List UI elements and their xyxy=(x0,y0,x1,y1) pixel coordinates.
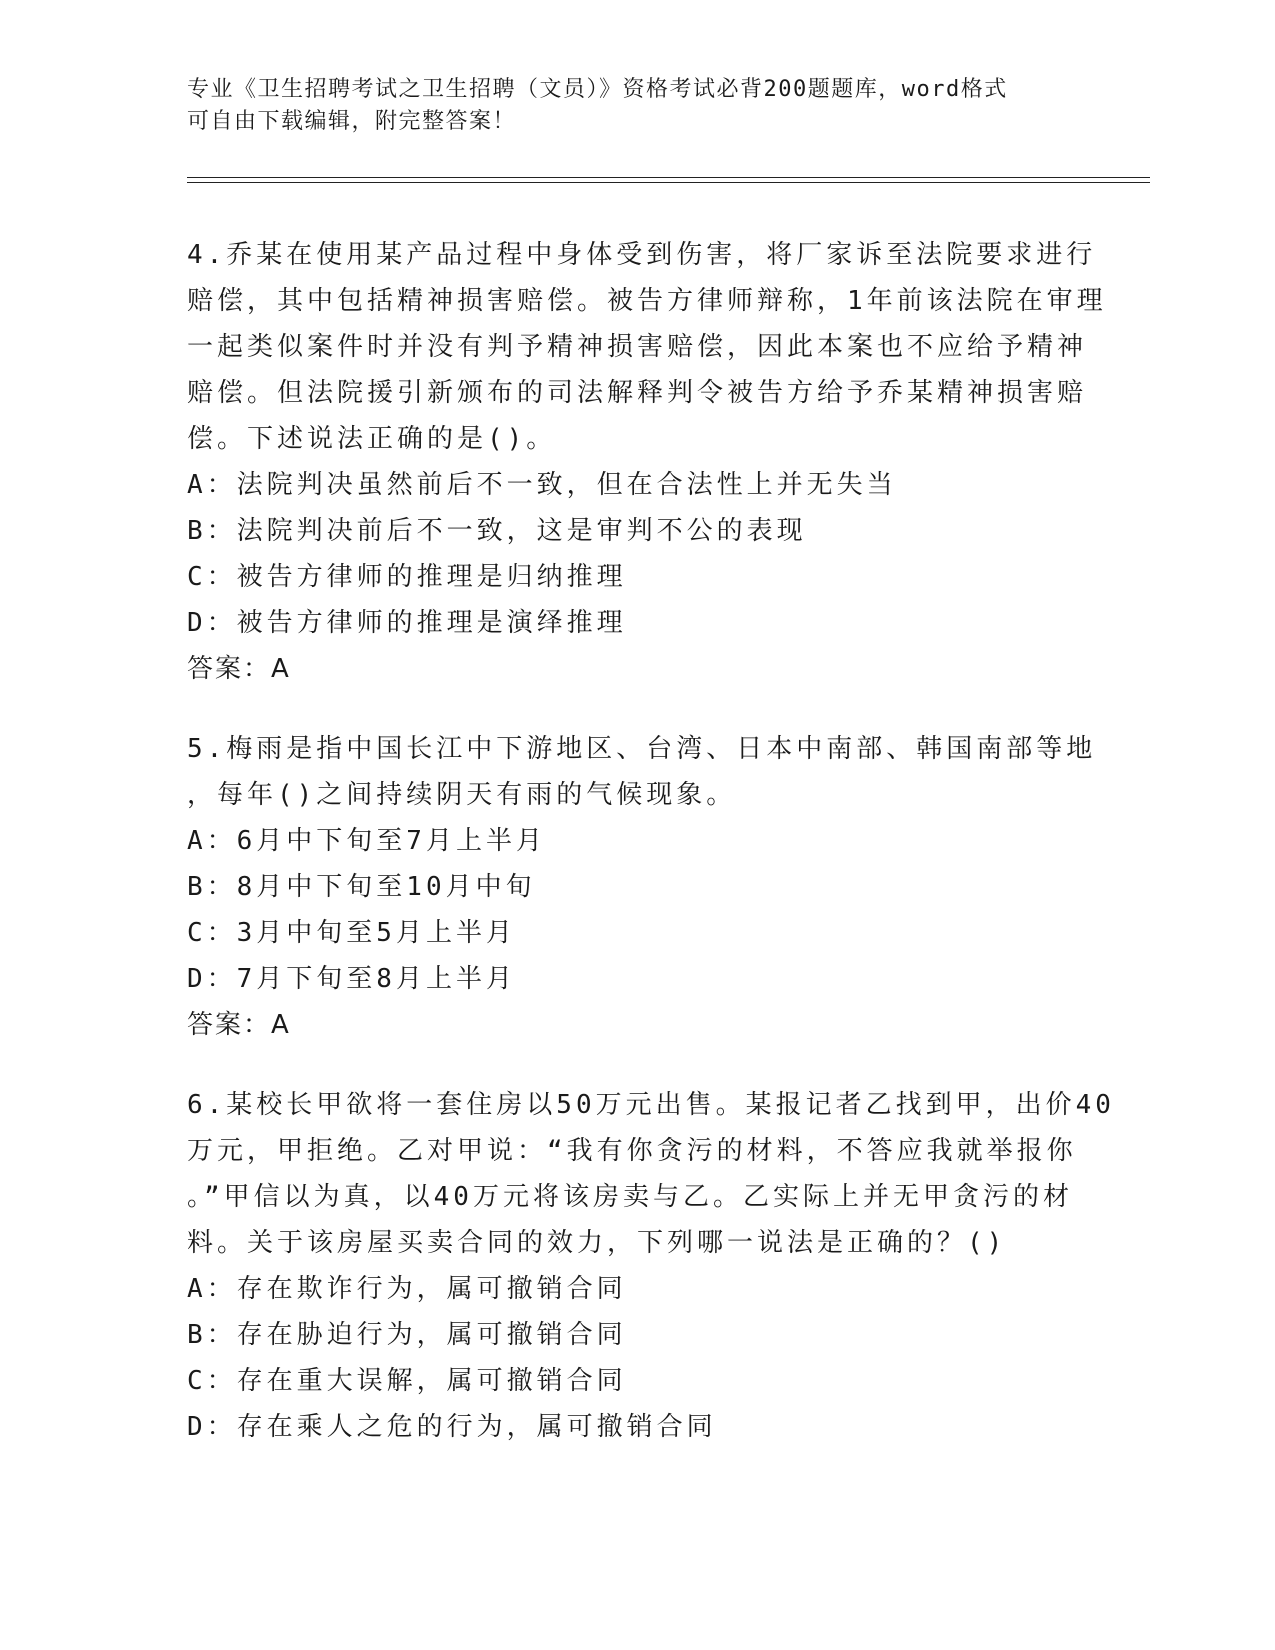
option-c: C：存在重大误解，属可撤销合同 xyxy=(187,1366,627,1396)
option-b: B：存在胁迫行为，属可撤销合同 xyxy=(187,1320,627,1350)
option-a: A：存在欺诈行为，属可撤销合同 xyxy=(187,1274,627,1304)
question-text-line: 赔偿。但法院援引新颁布的司法解释判令被告方给予乔某精神损害赔 xyxy=(187,378,1088,408)
question-text-line: 5.梅雨是指中国长江中下游地区、台湾、日本中南部、韩国南部等地 xyxy=(187,734,1097,764)
header-divider-top xyxy=(187,177,1150,178)
option-b: B：8月中下旬至10月中旬 xyxy=(187,872,536,902)
option-d: D：7月下旬至8月上半月 xyxy=(187,964,516,994)
question-text-line: ，每年()之间持续阴天有雨的气候现象。 xyxy=(187,780,737,810)
option-c: C：被告方律师的推理是归纳推理 xyxy=(187,562,627,592)
option-b: B：法院判决前后不一致，这是审判不公的表现 xyxy=(187,516,807,546)
question-text-line: 偿。下述说法正确的是()。 xyxy=(187,424,557,454)
question-text-line: 一起类似案件时并没有判予精神损害赔偿，因此本案也不应给予精神 xyxy=(187,332,1088,362)
question-6 xyxy=(187,1082,1115,1450)
option-d: D：被告方律师的推理是演绎推理 xyxy=(187,608,627,638)
option-d: D：存在乘人之危的行为，属可撤销合同 xyxy=(187,1412,717,1442)
question-text-line: 料。关于该房屋买卖合同的效力，下列哪一说法是正确的？() xyxy=(187,1228,1007,1258)
question-text-line: 赔偿，其中包括精神损害赔偿。被告方律师辩称，1年前该法院在审理 xyxy=(187,286,1107,316)
answer-label: 答案：A xyxy=(187,654,291,684)
option-a: A：法院判决虽然前后不一致，但在合法性上并无失当 xyxy=(187,470,897,500)
question-text-line: 万元，甲拒绝。乙对甲说：“我有你贪污的材料，不答应我就举报你 xyxy=(187,1136,1077,1166)
option-a: A：6月中下旬至7月上半月 xyxy=(187,826,546,856)
answer-label: 答案：A xyxy=(187,1010,291,1040)
option-c: C：3月中旬至5月上半月 xyxy=(187,918,516,948)
question-4 xyxy=(187,232,1107,692)
header-divider-bottom xyxy=(187,182,1150,183)
question-list xyxy=(187,232,1115,1484)
question-text-line: 6.某校长甲欲将一套住房以50万元出售。某报记者乙找到甲，出价40 xyxy=(187,1090,1115,1120)
question-text-line: 。”甲信以为真，以40万元将该房卖与乙。乙实际上并无甲贪污的材 xyxy=(187,1182,1073,1212)
question-5 xyxy=(187,726,1097,1048)
header-title-line-2: 可自由下载编辑，附完整答案！ xyxy=(187,109,517,134)
question-text-line: 4.乔某在使用某产品过程中身体受到伤害，将厂家诉至法院要求进行 xyxy=(187,240,1097,270)
header-title-line-1: 专业《卫生招聘考试之卫生招聘（文员）》资格考试必背200题题库，word格式 xyxy=(187,77,1008,102)
document-header xyxy=(187,74,1087,138)
